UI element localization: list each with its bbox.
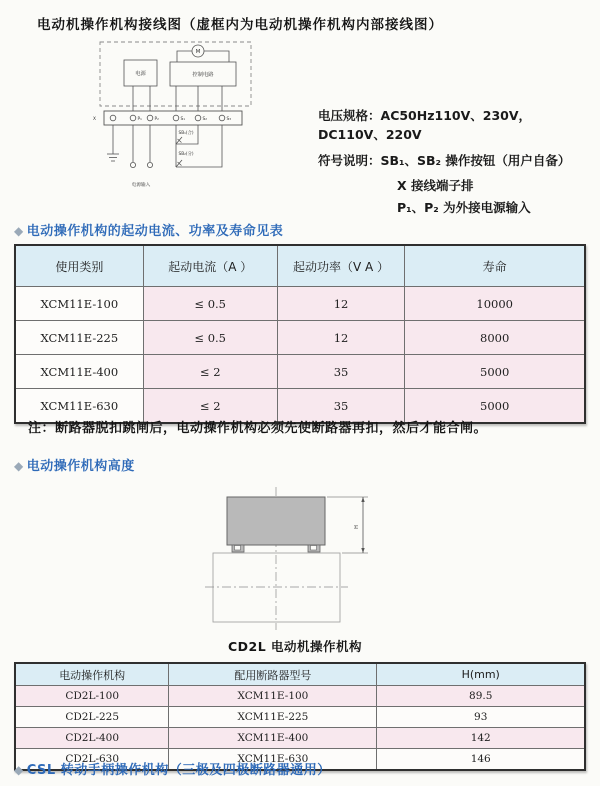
symbol-spec-line3: P₁、P₂ 为外接电源输入 [397, 199, 531, 215]
table-row [15, 686, 585, 707]
col-header-breaker-model: 配用断路器型号 [169, 663, 377, 686]
section-height [14, 455, 135, 474]
power-supply-label: 电源 [135, 71, 146, 77]
mechanism-foot-left [232, 545, 244, 552]
cell-current: ≤ 2 [143, 389, 277, 424]
col-header-mechanism: 电动操作机构 [15, 663, 169, 686]
note-text: 注：断路器脱扣跳闸后，电动操作机构必须先使断路器再扣，然后才能合闸。 [28, 421, 488, 436]
terminal-s1-label: S₁ [180, 117, 185, 122]
mechanism-body [227, 497, 325, 545]
power-input-terminal-1 [130, 162, 135, 167]
diagram-caption: CD2L 电动机操作机构 [227, 639, 363, 654]
control-circuit-label: 控制电路 [192, 72, 214, 78]
sb2-label: SB₂(分) [178, 152, 194, 157]
diamond-bullet-icon: ◆ [14, 763, 24, 777]
section2-title: 电动操作机构高度 [26, 459, 135, 474]
ground-icon [107, 154, 119, 161]
table-row [15, 707, 585, 728]
cell-height: 89.5 [377, 686, 585, 707]
cell-model: XCM11E-630 [15, 389, 143, 424]
terminal-p2-label: P₂ [154, 117, 159, 122]
section-csl-handle [14, 759, 331, 778]
cell-life: 8000 [405, 321, 585, 355]
col-header-current: 起动电流（A ） [143, 245, 277, 287]
cell-power: 12 [277, 321, 405, 355]
voltage-spec-line [318, 106, 590, 145]
page-title: 电动机操作机构接线图（虚框内为电动机操作机构内部接线图） [37, 17, 443, 33]
terminal-p1-label: P₁ [137, 117, 142, 122]
cell-power: 12 [277, 287, 405, 321]
table-row [15, 728, 585, 749]
cell-mechanism: CD2L-630 [15, 749, 169, 771]
cell-model: XCM11E-225 [15, 321, 143, 355]
power-input-terminal-2 [147, 162, 152, 167]
col-header-power: 起动功率（V A ） [277, 245, 405, 287]
symbol-spec-value1: SB₁、SB₂ 操作按钮（用户自备） [380, 152, 571, 168]
cell-breaker-model: XCM11E-630 [169, 749, 377, 771]
terminal-s3-label: S₃ [226, 117, 231, 122]
diamond-bullet-icon: ◆ [14, 224, 24, 238]
cell-life: 5000 [405, 389, 585, 424]
cell-height: 146 [377, 749, 585, 771]
cell-mechanism: CD2L-225 [15, 707, 169, 728]
cell-current: ≤ 0.5 [143, 287, 277, 321]
diamond-bullet-icon: ◆ [14, 459, 24, 473]
terminal-s2-label: S₂ [202, 117, 207, 122]
section-startup-table [14, 220, 283, 239]
mechanism-foot-right [308, 545, 320, 552]
terminal-strip-label: X [93, 117, 96, 122]
motor-label: M [195, 49, 201, 56]
dimension-H-label: H [354, 525, 360, 529]
voltage-spec-label: 电压规格： [318, 108, 381, 123]
dimension-H [327, 497, 368, 553]
cell-life: 10000 [405, 287, 585, 321]
cell-mechanism: CD2L-400 [15, 728, 169, 749]
table-header-row [15, 245, 585, 287]
table-row [15, 355, 585, 389]
table-row [15, 321, 585, 355]
cell-model: XCM11E-400 [15, 355, 143, 389]
symbol-spec-line2: X 接线端子排 [397, 178, 474, 194]
cell-breaker-model: XCM11E-100 [169, 686, 377, 707]
voltage-spec-value: AC50Hz110V、230V，DC110V、220V [318, 108, 532, 143]
sb1-label: SB₁(合) [178, 131, 194, 136]
power-input-label: 电源输入 [131, 183, 151, 188]
height-diagram [170, 487, 430, 632]
cell-model: XCM11E-100 [15, 287, 143, 321]
startup-current-table [14, 244, 586, 424]
table-row [15, 287, 585, 321]
col-header-life: 寿命 [405, 245, 585, 287]
symbol-spec-line1 [318, 151, 590, 170]
cell-power: 35 [277, 389, 405, 424]
cell-height: 142 [377, 728, 585, 749]
cell-breaker-model: XCM11E-225 [169, 707, 377, 728]
col-header-height: H(mm) [377, 663, 585, 686]
cell-power: 35 [277, 355, 405, 389]
section1-title: 电动操作机构的起动电流、功率及寿命见表 [26, 224, 284, 239]
section3-title: CSL 转动手柄操作机构（三极及四极断路器通用） [26, 763, 331, 778]
breaker-outline [213, 553, 340, 622]
cell-current: ≤ 0.5 [143, 321, 277, 355]
table-header-row [15, 663, 585, 686]
specs-block [318, 106, 590, 217]
symbol-spec-label: 符号说明： [318, 152, 381, 168]
cell-life: 5000 [405, 355, 585, 389]
mechanism-model-table [14, 662, 586, 771]
cell-mechanism: CD2L-100 [15, 686, 169, 707]
col-header-category: 使用类别 [15, 245, 143, 287]
cell-breaker-model: XCM11E-400 [169, 728, 377, 749]
cell-current: ≤ 2 [143, 355, 277, 389]
wiring-diagram [80, 38, 330, 206]
sb1-button-icon [176, 137, 182, 144]
cell-height: 93 [377, 707, 585, 728]
sb2-button-icon [176, 160, 182, 167]
